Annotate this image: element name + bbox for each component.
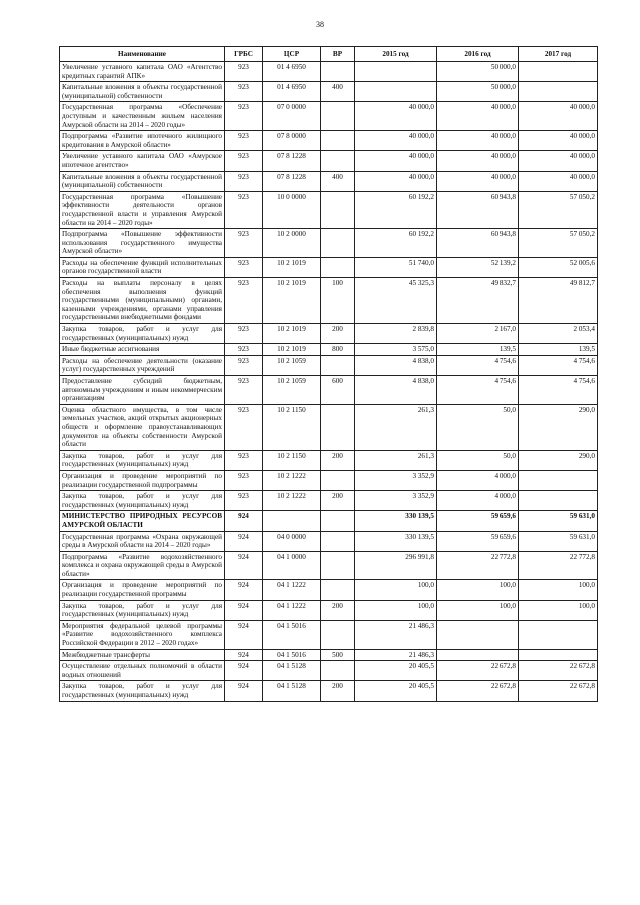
cell-2016: 60 943,8	[437, 229, 519, 258]
cell-csr: 10 2 1019	[263, 324, 321, 344]
cell-name: Расходы на обеспечение деятельности (оказание услуг) государственных учреждений	[60, 355, 225, 375]
table-body	[60, 62, 598, 702]
cell-grbs: 923	[225, 82, 263, 102]
table-row	[60, 278, 598, 324]
cell-csr: 04 1 1222	[263, 580, 321, 600]
cell-2015: 4 838,0	[355, 376, 437, 405]
cell-2016: 2 167,0	[437, 324, 519, 344]
cell-name: Закупка товаров, работ и услуг для государственных (муниципальных) нужд	[60, 681, 225, 701]
cell-csr: 10 2 1222	[263, 470, 321, 490]
cell-name: Организация и проведение мероприятий по реализации государственной программы	[60, 580, 225, 600]
cell-name: Предоставление субсидий бюджетным, автономным учреждениям и иным некоммерческим организациям	[60, 376, 225, 405]
cell-grbs: 923	[225, 131, 263, 151]
cell-csr: 10 2 1019	[263, 344, 321, 356]
cell-grbs: 924	[225, 661, 263, 681]
cell-2016: 40 000,0	[437, 171, 519, 191]
cell-2015: 330 139,5	[355, 511, 437, 531]
cell-2017: 290,0	[519, 450, 598, 470]
cell-2016: 49 832,7	[437, 278, 519, 324]
cell-2016: 4 000,0	[437, 491, 519, 511]
cell-name: Увеличение уставного капитала ОАО «Агентство кредитных гарантий АПК»	[60, 62, 225, 82]
cell-2015: 21 486,3	[355, 620, 437, 649]
cell-2017: 40 000,0	[519, 171, 598, 191]
cell-grbs: 923	[225, 355, 263, 375]
cell-2016: 4 754,6	[437, 355, 519, 375]
cell-csr: 10 0 0000	[263, 191, 321, 228]
cell-name: Оценка областного имущества, в том числе земельных участков, акций открытых акционерных обществ и оформление правоустанавливающих документов на объекты собственности Амурской области	[60, 404, 225, 450]
cell-2015: 40 000,0	[355, 102, 437, 131]
cell-grbs: 924	[225, 580, 263, 600]
cell-2015: 3 575,0	[355, 344, 437, 356]
cell-2016: 22 672,8	[437, 681, 519, 701]
cell-2016: 60 943,8	[437, 191, 519, 228]
cell-name: Закупка товаров, работ и услуг для государственных (муниципальных) нужд	[60, 600, 225, 620]
cell-grbs: 923	[225, 151, 263, 171]
cell-csr: 10 2 1019	[263, 257, 321, 277]
table-row	[60, 171, 598, 191]
cell-csr: 10 2 1150	[263, 450, 321, 470]
header-name: Наименование	[60, 47, 225, 62]
cell-2017: 290,0	[519, 404, 598, 450]
cell-2016: 52 139,2	[437, 257, 519, 277]
cell-name: Организация и проведение мероприятий по реализации государственной подпрограммы	[60, 470, 225, 490]
cell-2015: 20 405,5	[355, 681, 437, 701]
cell-2016: 4 000,0	[437, 470, 519, 490]
cell-csr: 01 4 6950	[263, 82, 321, 102]
cell-name: Закупка товаров, работ и услуг для государственных (муниципальных) нужд	[60, 491, 225, 511]
cell-csr: 04 1 0000	[263, 551, 321, 580]
cell-2017	[519, 620, 598, 649]
cell-name: Мероприятия федеральной целевой программы «Развитие водохозяйственного комплекса Российской Федерации в 2012 – 2020 годах»	[60, 620, 225, 649]
cell-2015: 3 352,9	[355, 470, 437, 490]
cell-2015: 40 000,0	[355, 171, 437, 191]
cell-name: МИНИСТЕРСТВО ПРИРОДНЫХ РЕСУРСОВ АМУРСКОЙ ОБЛАСТИ	[60, 511, 225, 531]
table-row	[60, 511, 598, 531]
cell-2017	[519, 470, 598, 490]
cell-name: Осуществление отдельных полномочий в области водных отношений	[60, 661, 225, 681]
cell-vr: 200	[321, 491, 355, 511]
header-2016: 2016 год	[437, 47, 519, 62]
cell-2015: 60 192,2	[355, 229, 437, 258]
cell-vr	[321, 62, 355, 82]
table-row	[60, 649, 598, 661]
cell-name: Закупка товаров, работ и услуг для государственных (муниципальных) нужд	[60, 324, 225, 344]
cell-2017	[519, 62, 598, 82]
cell-2015: 2 839,8	[355, 324, 437, 344]
cell-csr: 07 8 1228	[263, 151, 321, 171]
cell-2016: 50,0	[437, 404, 519, 450]
cell-vr	[321, 229, 355, 258]
cell-name: Расходы на обеспечение функций исполнительных органов государственной власти	[60, 257, 225, 277]
cell-name: Подпрограмма «Развитие ипотечного жилищного кредитования в Амурской области»	[60, 131, 225, 151]
cell-2016: 40 000,0	[437, 151, 519, 171]
cell-grbs: 923	[225, 491, 263, 511]
cell-grbs: 923	[225, 324, 263, 344]
cell-2016: 50,0	[437, 450, 519, 470]
cell-csr: 04 1 1222	[263, 600, 321, 620]
cell-2016: 40 000,0	[437, 131, 519, 151]
table-row	[60, 681, 598, 701]
table-row	[60, 620, 598, 649]
cell-2017: 40 000,0	[519, 102, 598, 131]
cell-2015: 40 000,0	[355, 151, 437, 171]
cell-2016: 22 772,8	[437, 551, 519, 580]
cell-2017	[519, 82, 598, 102]
table-row	[60, 355, 598, 375]
table-row	[60, 324, 598, 344]
cell-vr	[321, 620, 355, 649]
cell-grbs: 923	[225, 344, 263, 356]
cell-2016: 40 000,0	[437, 102, 519, 131]
cell-vr	[321, 661, 355, 681]
cell-vr: 200	[321, 450, 355, 470]
cell-grbs: 923	[225, 376, 263, 405]
cell-csr: 07 8 0000	[263, 131, 321, 151]
cell-2017: 100,0	[519, 580, 598, 600]
cell-name: Государственная программа «Повышение эффективности деятельности органов государственной власти и управления Амурской области на 2014 – 2020 годы»	[60, 191, 225, 228]
page-number: 38	[316, 20, 324, 29]
cell-2017: 139,5	[519, 344, 598, 356]
cell-grbs: 924	[225, 531, 263, 551]
cell-csr: 10 2 1019	[263, 278, 321, 324]
table-header-row	[60, 47, 598, 62]
cell-2015: 100,0	[355, 600, 437, 620]
cell-grbs: 923	[225, 191, 263, 228]
cell-2016: 50 000,0	[437, 62, 519, 82]
cell-grbs: 924	[225, 649, 263, 661]
cell-grbs: 923	[225, 171, 263, 191]
cell-2017: 22 672,8	[519, 661, 598, 681]
cell-vr: 400	[321, 171, 355, 191]
table-row	[60, 151, 598, 171]
cell-2016: 50 000,0	[437, 82, 519, 102]
header-grbs: ГРБС	[225, 47, 263, 62]
cell-csr: 01 4 6950	[263, 62, 321, 82]
table-row	[60, 191, 598, 228]
header-2017: 2017 год	[519, 47, 598, 62]
budget-table	[59, 46, 598, 702]
table-row	[60, 102, 598, 131]
cell-csr: 10 2 1059	[263, 355, 321, 375]
cell-2016	[437, 649, 519, 661]
cell-csr: 10 2 0000	[263, 229, 321, 258]
cell-2015: 330 139,5	[355, 531, 437, 551]
table-row	[60, 491, 598, 511]
cell-2015: 4 838,0	[355, 355, 437, 375]
cell-2017: 4 754,6	[519, 376, 598, 405]
cell-vr	[321, 151, 355, 171]
cell-vr	[321, 131, 355, 151]
cell-csr: 10 2 1150	[263, 404, 321, 450]
cell-name: Увеличение уставного капитала ОАО «Амурское ипотечное агентство»	[60, 151, 225, 171]
cell-2017: 4 754,6	[519, 355, 598, 375]
cell-csr: 10 2 1059	[263, 376, 321, 405]
cell-2017: 59 631,0	[519, 511, 598, 531]
cell-vr: 600	[321, 376, 355, 405]
cell-vr: 400	[321, 82, 355, 102]
header-2015: 2015 год	[355, 47, 437, 62]
cell-grbs: 924	[225, 511, 263, 531]
cell-name: Капитальные вложения в объекты государственной (муниципальной) собственности	[60, 82, 225, 102]
cell-csr: 04 0 0000	[263, 531, 321, 551]
cell-grbs: 923	[225, 229, 263, 258]
cell-2016: 100,0	[437, 600, 519, 620]
cell-2015: 261,3	[355, 404, 437, 450]
cell-2015: 261,3	[355, 450, 437, 470]
cell-grbs: 923	[225, 102, 263, 131]
cell-2017: 100,0	[519, 600, 598, 620]
cell-csr: 07 0 0000	[263, 102, 321, 131]
cell-2015: 51 740,0	[355, 257, 437, 277]
cell-grbs: 923	[225, 450, 263, 470]
cell-vr: 500	[321, 649, 355, 661]
cell-vr	[321, 511, 355, 531]
cell-2015: 3 352,9	[355, 491, 437, 511]
cell-2017: 40 000,0	[519, 151, 598, 171]
cell-vr: 200	[321, 681, 355, 701]
cell-csr: 04 1 5128	[263, 681, 321, 701]
cell-csr: 10 2 1222	[263, 491, 321, 511]
table-row	[60, 376, 598, 405]
cell-csr: 07 8 1228	[263, 171, 321, 191]
cell-2016	[437, 620, 519, 649]
cell-2017: 40 000,0	[519, 131, 598, 151]
cell-name: Межбюджетные трансферты	[60, 649, 225, 661]
cell-2016: 59 659,6	[437, 511, 519, 531]
cell-name: Государственная программа «Обеспечение доступным и качественным жильем населения Амурской области на 2014 – 2020 годы»	[60, 102, 225, 131]
cell-csr: 04 1 5128	[263, 661, 321, 681]
cell-2015	[355, 62, 437, 82]
cell-2016: 139,5	[437, 344, 519, 356]
table-row	[60, 470, 598, 490]
cell-vr: 800	[321, 344, 355, 356]
table-row	[60, 344, 598, 356]
table-row	[60, 551, 598, 580]
cell-csr: 04 1 5016	[263, 649, 321, 661]
cell-vr	[321, 102, 355, 131]
cell-2016: 22 672,8	[437, 661, 519, 681]
table-row	[60, 450, 598, 470]
table-row	[60, 82, 598, 102]
cell-name: Подпрограмма «Развитие водохозяйственного комплекса и охрана окружающей среды в Амурской области»	[60, 551, 225, 580]
cell-2016: 100,0	[437, 580, 519, 600]
cell-vr	[321, 551, 355, 580]
cell-grbs: 923	[225, 278, 263, 324]
cell-2015: 20 405,5	[355, 661, 437, 681]
cell-grbs: 924	[225, 681, 263, 701]
table-row	[60, 131, 598, 151]
cell-2017	[519, 491, 598, 511]
cell-2015	[355, 82, 437, 102]
cell-2015: 40 000,0	[355, 131, 437, 151]
cell-grbs: 923	[225, 404, 263, 450]
table-row	[60, 257, 598, 277]
cell-name: Иные бюджетные ассигнования	[60, 344, 225, 356]
cell-grbs: 924	[225, 551, 263, 580]
cell-name: Капитальные вложения в объекты государственной (муниципальной) собственности	[60, 171, 225, 191]
table-row	[60, 580, 598, 600]
cell-vr: 200	[321, 324, 355, 344]
cell-2017: 52 005,6	[519, 257, 598, 277]
cell-name: Государственная программа «Охрана окружающей среды в Амурской области на 2014 – 2020 годы»	[60, 531, 225, 551]
cell-vr	[321, 470, 355, 490]
cell-2017: 22 772,8	[519, 551, 598, 580]
cell-grbs: 923	[225, 470, 263, 490]
cell-2017: 22 672,8	[519, 681, 598, 701]
cell-2017	[519, 649, 598, 661]
cell-vr	[321, 404, 355, 450]
cell-grbs: 923	[225, 257, 263, 277]
header-vr: ВР	[321, 47, 355, 62]
cell-grbs: 924	[225, 600, 263, 620]
cell-name: Расходы на выплаты персоналу в целях обеспечения выполнения функций государственными (муниципальными) органами, казенными учреждениями, органами управления государственными внебюджетными фондами	[60, 278, 225, 324]
cell-csr: 04 1 5016	[263, 620, 321, 649]
cell-grbs: 924	[225, 620, 263, 649]
table-row	[60, 661, 598, 681]
table-row	[60, 229, 598, 258]
cell-vr	[321, 257, 355, 277]
cell-2016: 4 754,6	[437, 376, 519, 405]
cell-vr	[321, 531, 355, 551]
cell-vr	[321, 191, 355, 228]
table-row	[60, 600, 598, 620]
cell-vr	[321, 580, 355, 600]
cell-2017: 49 812,7	[519, 278, 598, 324]
cell-2017: 59 631,0	[519, 531, 598, 551]
table-row	[60, 531, 598, 551]
cell-2015: 60 192,2	[355, 191, 437, 228]
cell-vr: 100	[321, 278, 355, 324]
table-row	[60, 404, 598, 450]
table-row	[60, 62, 598, 82]
cell-2016: 59 659,6	[437, 531, 519, 551]
cell-vr	[321, 355, 355, 375]
cell-grbs: 923	[225, 62, 263, 82]
cell-vr: 200	[321, 600, 355, 620]
cell-2017: 57 050,2	[519, 229, 598, 258]
cell-name: Закупка товаров, работ и услуг для государственных (муниципальных) нужд	[60, 450, 225, 470]
cell-2015: 45 325,3	[355, 278, 437, 324]
cell-2015: 100,0	[355, 580, 437, 600]
cell-2015: 296 991,8	[355, 551, 437, 580]
cell-name: Подпрограмма «Повышение эффективности использования государственного имущества Амурской области»	[60, 229, 225, 258]
cell-2017: 2 053,4	[519, 324, 598, 344]
cell-2017: 57 050,2	[519, 191, 598, 228]
header-csr: ЦСР	[263, 47, 321, 62]
cell-csr	[263, 511, 321, 531]
cell-2015: 21 486,3	[355, 649, 437, 661]
